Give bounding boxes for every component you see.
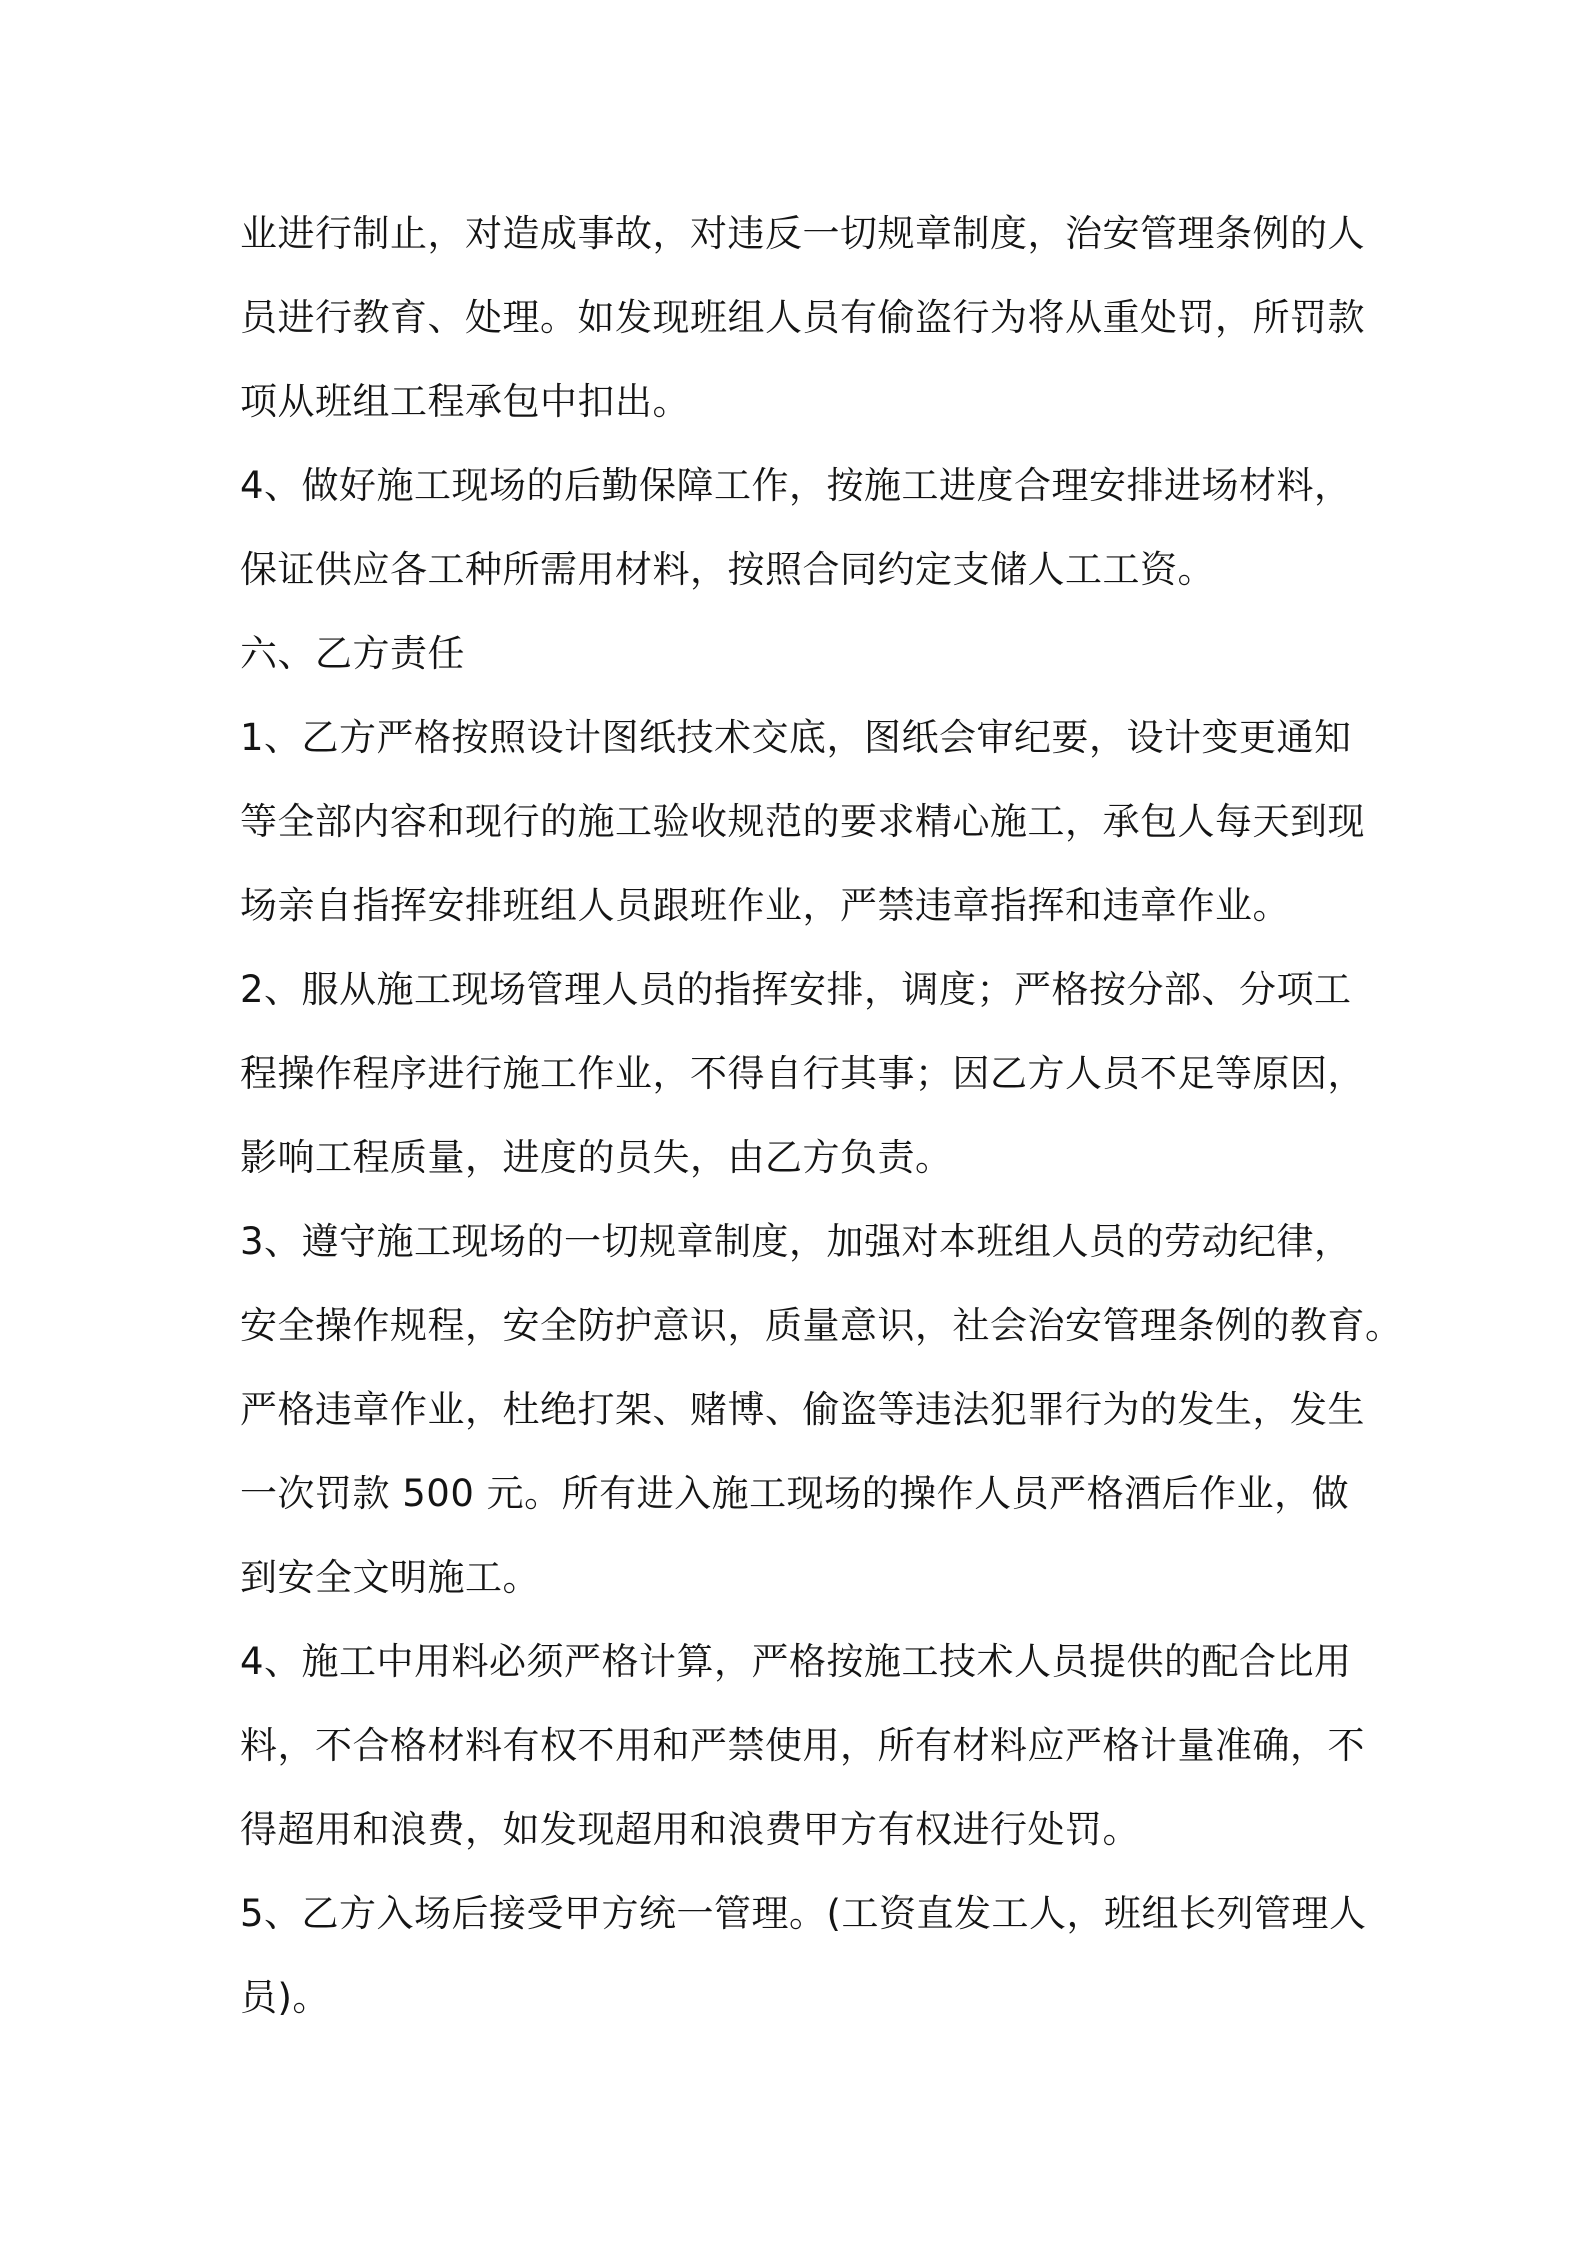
text-line-21: 5、乙方入场后接受甲方统一管理。(工资直发工人，班组长列管理人 (240, 1892, 1367, 1935)
document-body (240, 192, 1403, 2040)
text-line-22: 员)。 (240, 1976, 330, 2019)
text-line-13: 3、遵守施工现场的一切规章制度，加强对本班组人员的劳动纪律， (240, 1220, 1352, 1263)
text-line-4: 4、做好施工现场的后勤保障工作，按施工进度合理安排进场材料， (240, 464, 1352, 507)
text-line-3: 项从班组工程承包中扣出。 (240, 380, 690, 423)
text-line-16: 一次罚款 500 元。所有进入施工现场的操作人员严格酒后作业，做 (240, 1472, 1350, 1515)
text-line-5: 保证供应各工种所需用材料，按照合同约定支储人工工资。 (240, 548, 1215, 591)
text-line-12: 影响工程质量，进度的员失，由乙方负责。 (240, 1136, 953, 1179)
text-line-19: 料，不合格材料有权不用和严禁使用，所有材料应严格计量准确，不 (240, 1724, 1365, 1767)
text-line-10: 2、服从施工现场管理人员的指挥安排，调度；严格按分部、分项工 (240, 968, 1352, 1011)
text-line-8: 等全部内容和现行的施工验收规范的要求精心施工，承包人每天到现 (240, 800, 1365, 843)
section-heading: 六、乙方责任 (240, 632, 465, 675)
text-line-2: 员进行教育、处理。如发现班组人员有偷盗行为将从重处罚，所罚款 (240, 296, 1365, 339)
text-line-17: 到安全文明施工。 (240, 1556, 540, 1599)
text-line-14: 安全操作规程，安全防护意识，质量意识，社会治安管理条例的教育。 (240, 1304, 1403, 1347)
text-line-7: 1、乙方严格按照设计图纸技术交底，图纸会审纪要，设计变更通知 (240, 716, 1352, 759)
text-line-1: 业进行制止，对造成事故，对违反一切规章制度，治安管理条例的人 (240, 212, 1365, 255)
text-line-11: 程操作程序进行施工作业，不得自行其事；因乙方人员不足等原因， (240, 1052, 1365, 1095)
text-line-9: 场亲自指挥安排班组人员跟班作业，严禁违章指挥和违章作业。 (240, 884, 1290, 927)
text-line-20: 得超用和浪费，如发现超用和浪费甲方有权进行处罚。 (240, 1808, 1140, 1851)
text-line-15: 严格违章作业，杜绝打架、赌博、偷盗等违法犯罪行为的发生，发生 (240, 1388, 1365, 1431)
text-line-18: 4、施工中用料必须严格计算，严格按施工技术人员提供的配合比用 (240, 1640, 1352, 1683)
